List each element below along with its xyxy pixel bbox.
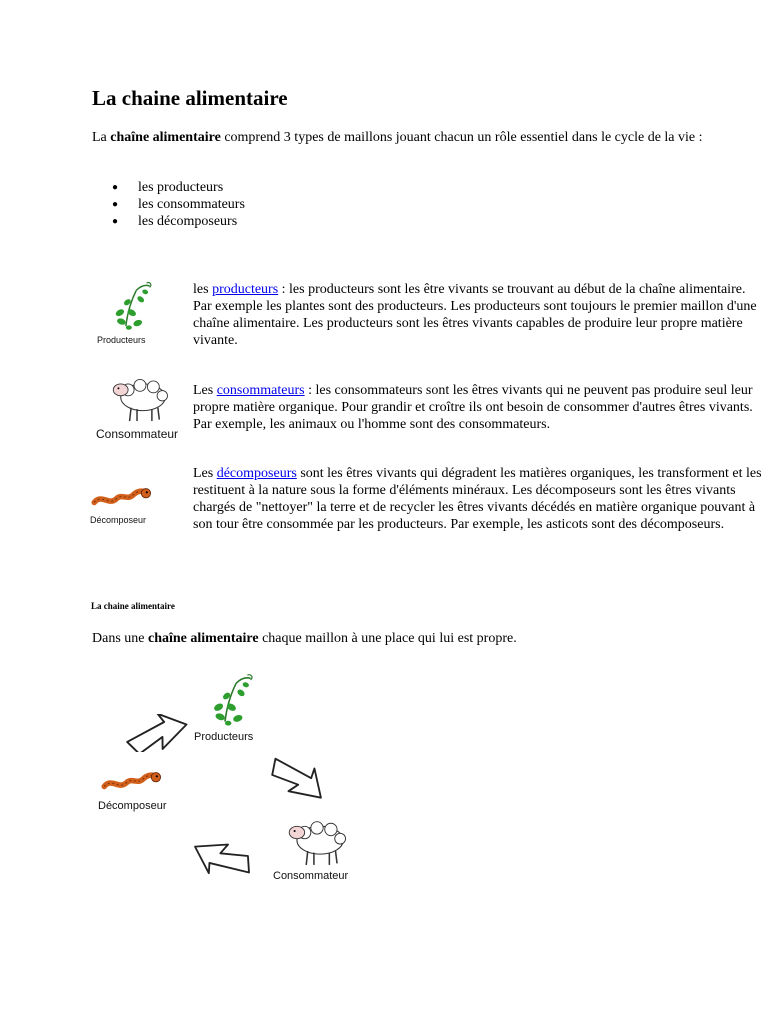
producteurs-icon-label: Producteurs: [97, 335, 146, 345]
list-item: ● les décomposeurs: [112, 214, 238, 229]
decomposeurs-prefix: Les: [193, 466, 217, 481]
list-item-label: les décomposeurs: [138, 214, 238, 229]
list-item-label: les producteurs: [138, 180, 224, 195]
intro-suffix: comprend 3 types de maillons jouant chacun un rôle essentiel dans le cycle de la vie :: [220, 130, 703, 145]
types-list: [112, 179, 245, 230]
sheep-icon: [104, 372, 176, 424]
cycle-producteurs-label: Producteurs: [194, 731, 254, 743]
consommateurs-link[interactable]: consommateurs: [216, 383, 305, 398]
section2-bold: chaîne alimentaire: [148, 631, 259, 646]
intro-paragraph: [92, 129, 742, 146]
page-title: La chaine alimentaire: [92, 86, 288, 110]
decomposeur-icon-label: Décomposeur: [90, 515, 147, 525]
worm-icon: [96, 768, 166, 792]
consommateurs-text: : les consommateurs sont les êtres vivants qui ne peuvent pas produire seul leur propre matière organique. Pour grandir et croître ils ont besoin de consommer d'autres êtres vivants. Par exemple, les animaux ou l'homme sont des consommateurs.: [193, 383, 753, 432]
cycle-arrow-icon: [190, 828, 252, 890]
producteurs-paragraph: [193, 281, 765, 349]
consommateur-figure: [94, 372, 194, 444]
list-item: ● les consommateurs: [112, 197, 245, 212]
decomposeur-figure: [88, 484, 168, 530]
producteurs-link[interactable]: producteurs: [212, 282, 279, 297]
producteurs-figure: [94, 280, 164, 350]
producteurs-prefix: les: [193, 282, 213, 297]
plant-icon: [198, 672, 276, 728]
producteurs-text: : les producteurs sont les être vivants se trouvant au début de la chaîne alimentaire. Par exemple les plantes sont des producteurs. Les producteurs sont toujours le premier maillon d'une chaîne alimentaire. Les producteurs sont les êtres vivants capables de produire leur propre matière vivante.: [193, 282, 757, 348]
decomposeurs-link[interactable]: décomposeurs: [216, 466, 297, 481]
cycle-arrow-icon: [126, 714, 190, 752]
cycle-decomposeur-label: Décomposeur: [98, 800, 167, 812]
section2-paragraph: [92, 630, 742, 647]
intro-prefix: La: [92, 130, 111, 145]
decomposeurs-text: sont les êtres vivants qui dégradent les matières organiques, les transforment et les restituent à la nature sous la forme d'éléments minéraux. Les décomposeurs sont les êtres vivants chargés de "nettoyer" la terre et de recycler les êtres vivants décédés en matière organique pouvant à son tour être consommée par les producteurs. Par exemple, les asticots sont des décomposeurs.: [193, 466, 762, 532]
intro-bold: chaîne alimentaire: [110, 130, 221, 145]
section-small-title: La chaine alimentaire: [91, 601, 175, 611]
consommateur-icon-label: Consommateur: [96, 427, 179, 441]
section2-suffix: chaque maillon à une place qui lui est propre.: [258, 631, 517, 646]
decomposeurs-paragraph: [193, 465, 765, 533]
list-item: ● les producteurs: [112, 180, 224, 195]
sheep-icon: [280, 814, 354, 868]
consommateurs-prefix: Les: [193, 383, 217, 398]
cycle-arrow-icon: [268, 748, 330, 810]
section2-prefix: Dans une: [92, 631, 148, 646]
worm-icon: [90, 484, 152, 508]
consommateurs-paragraph: [193, 382, 765, 433]
plant-icon: [102, 280, 172, 332]
food-chain-cycle-diagram: [90, 668, 390, 890]
cycle-consommateur-label: Consommateur: [273, 870, 349, 882]
list-item-label: les consommateurs: [138, 197, 245, 212]
